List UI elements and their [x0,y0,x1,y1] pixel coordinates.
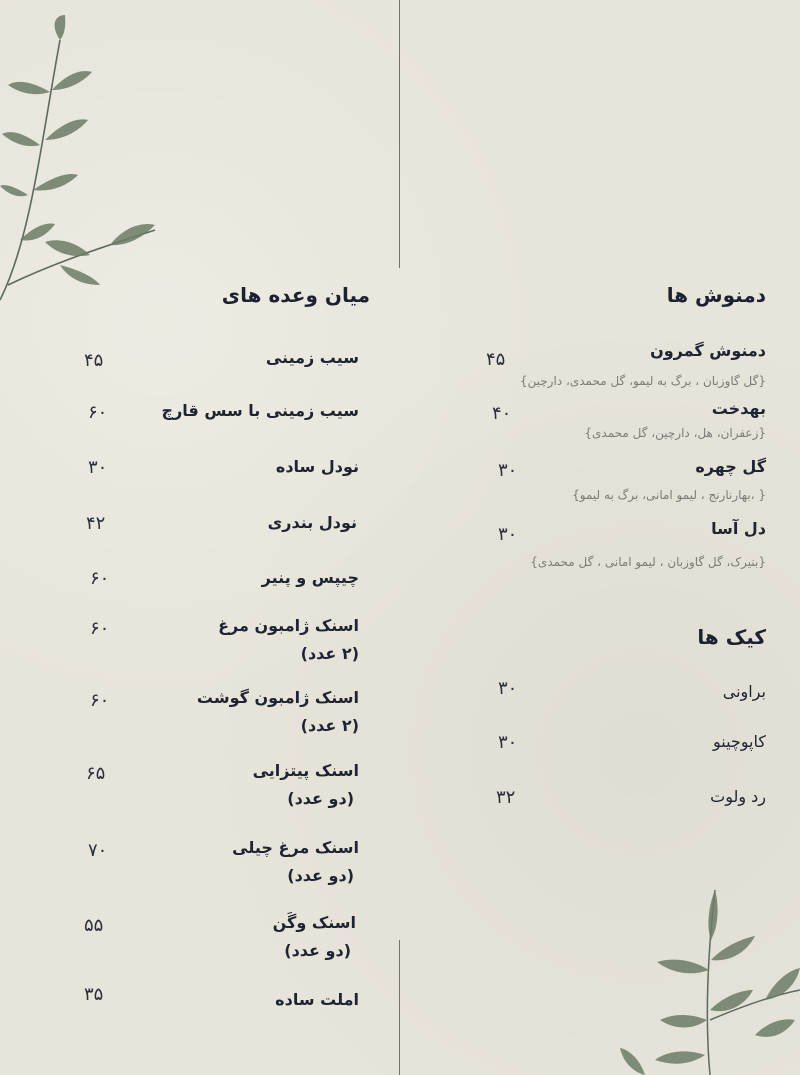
menu-item-ingredients: { ،بهارنارنج ، لیمو امانی، برگ به لیمو} [572,488,766,502]
leaf-branch-decoration-top [0,0,165,320]
center-divider-bottom [399,940,400,1075]
menu-item-name: نودل بندری [267,513,357,532]
menu-item-name: املت ساده [275,990,359,1009]
menu-item-price: ۳۰ [498,732,518,753]
menu-item-price: ۵۵ [84,915,104,936]
menu-item-price: ۴۰ [492,403,512,424]
menu-item-price: ۴۵ [486,349,506,370]
menu-item-name: بهدخت [711,399,766,418]
cakes-heading: کیک ها [697,625,766,649]
menu-item-price: ۳۰ [498,524,518,545]
menu-item-price: ۴۲ [86,513,106,534]
menu-item-name: اسنک پیتزایی [252,761,359,780]
menu-item-price: ۶۰ [88,402,108,423]
menu-item-quantity: (۲ عدد) [300,644,359,663]
menu-item-name: سیب زمینی [265,348,359,367]
menu-item-price: ۶۰ [90,690,110,711]
menu-item-quantity: (دو عدد) [284,941,351,960]
menu-item-price: ۷۰ [88,840,108,861]
menu-item-price: ۴۵ [84,350,104,371]
menu-item-name: اسنک ژامبون گوشت [196,688,359,707]
menu-item-name: براونی [722,682,766,701]
menu-item-ingredients: {زعفران، هل، دارچین، گل محمدی} [584,426,766,440]
menu-item-price: ۳۲ [496,787,516,808]
snacks-heading: میان وعده های [221,283,370,307]
menu-item-name: کاپوچینو [712,732,766,751]
menu-item-name: چیپس و پنیر [261,568,359,587]
menu-item-price: ۳۰ [498,678,518,699]
menu-item-name: اسنک وگَن [272,913,356,932]
menu-item-price: ۳۵ [84,984,104,1005]
menu-item-quantity: (۲ عدد) [300,716,359,735]
menu-item-price: ۶۰ [90,618,110,639]
menu-item-price: ۶۰ [90,568,110,589]
menu-item-name: گل چهره [695,457,766,476]
menu-item-price: ۳۰ [498,460,518,481]
menu-item-price: ۶۵ [86,763,106,784]
menu-item-quantity: (دو عدد) [287,789,354,808]
menu-item-ingredients: {گل گاوزبان ، برگ به لیمو، گل محمدی، دارچین} [519,374,766,388]
menu-item-name: اسنک مرغ چیلی [232,838,359,857]
menu-item-name: اسنک ژامبون مرغ [218,616,359,635]
menu-item-name: سیب زمینی با سس قارچ [161,401,359,420]
menu-item-name: نودل ساده [275,457,359,476]
menu-item-price: ۳۰ [88,457,108,478]
menu-item-ingredients: {بنیرک، گل گاوزبان ، لیمو امانی ، گل محمدی} [530,555,766,569]
menu-item-name: دل آسا [711,519,766,538]
menu-item-name: دمنوش گمرون [650,341,766,360]
leaf-branch-decoration-bottom [615,870,800,1075]
center-divider-top [399,0,400,268]
menu-item-quantity: (دو عدد) [287,866,354,885]
herbal-tea-heading: دمنوش ها [666,283,766,307]
menu-item-name: رد ولوت [710,787,766,806]
